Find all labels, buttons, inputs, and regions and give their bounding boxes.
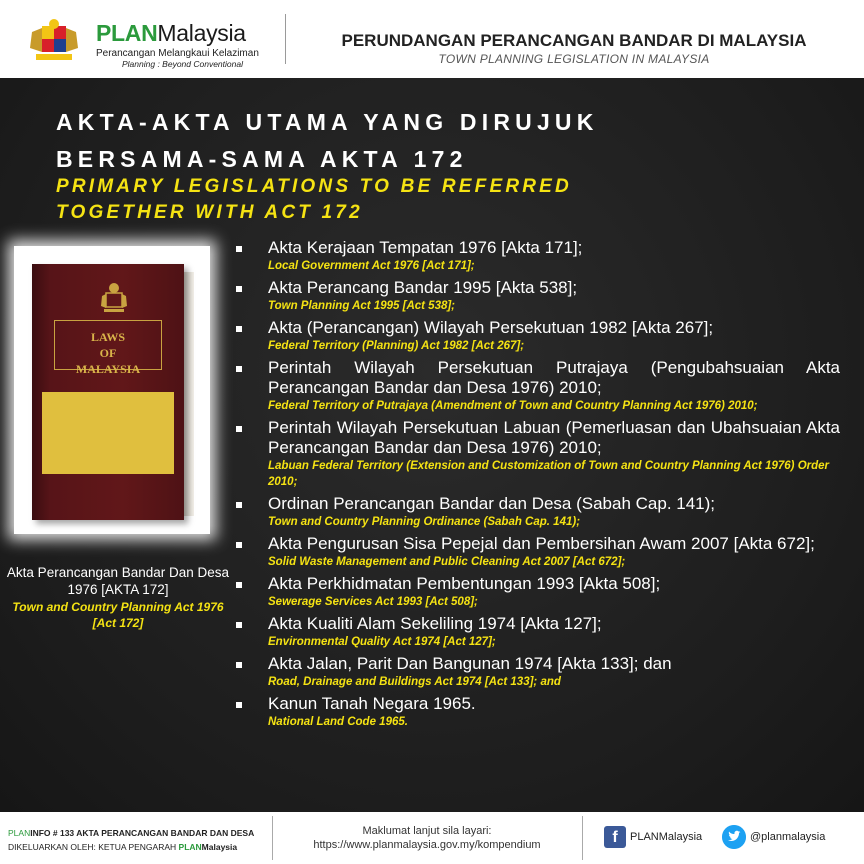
book-cover-line1: LAWS (90, 330, 125, 344)
bullet-icon (236, 622, 242, 628)
issued-brand-rest: Malaysia (201, 842, 238, 852)
book-cover-line3: MALAYSIA (75, 362, 141, 376)
bullet-icon (236, 582, 242, 588)
brand-tagline: Perancangan Melangkaui Kelaziman (96, 48, 259, 59)
act-name-malay: Akta Perancang Bandar 1995 [Akta 538]; (268, 278, 578, 297)
twitter-icon[interactable] (722, 825, 746, 849)
act-list-item (236, 574, 840, 610)
act-name-english: Sewerage Services Act 1993 [Act 508]; (268, 596, 478, 608)
act-list-item (236, 694, 840, 730)
act-list-item (236, 494, 840, 530)
act-name-english: Town and Country Planning Ordinance (Sabah Cap. 141); (268, 516, 581, 528)
main-panel (0, 78, 864, 812)
bullet-icon (236, 426, 242, 432)
act-name-english: Solid Waste Management and Public Cleaning Act 2007 [Act 672]; (268, 556, 626, 568)
header-subtitle: TOWN PLANNING LEGISLATION IN MALAYSIA (438, 52, 710, 66)
act-name-malay: Akta Perkhidmatan Pembentungan 1993 [Akta 508]; (268, 574, 661, 593)
act-name-english: Road, Drainage and Buildings Act 1974 [Act 133]; and (268, 676, 561, 688)
act-list (236, 238, 840, 734)
book-caption-malay: Akta Perancangan Bandar Dan Desa 1976 [AKTA 172] (6, 565, 230, 597)
act-name-english: Federal Territory (Planning) Act 1982 [Act 267]; (268, 340, 525, 352)
title-malay (56, 104, 599, 178)
act-list-item (236, 418, 840, 490)
title-malay-line1: AKTA-AKTA UTAMA YANG DIRUJUK (56, 109, 599, 135)
footer-planinfo (8, 826, 254, 854)
twitter-label[interactable]: @planmalaysia (750, 831, 826, 843)
act-list-item (236, 238, 840, 274)
act-name-malay: Akta (Perancangan) Wilayah Persekutuan 1982 [Akta 267]; (268, 318, 714, 337)
brand-logo: PLANMalaysia (96, 20, 246, 46)
brand-block (96, 20, 259, 69)
act-name-english: Environmental Quality Act 1974 [Act 127]; (268, 636, 496, 648)
footer-divider (582, 816, 583, 860)
footer (0, 812, 864, 864)
header-title: PERUNDANGAN PERANCANGAN BANDAR DI MALAYSIA (341, 31, 807, 50)
act-list-item (236, 318, 840, 354)
footer-info-url[interactable]: https://www.planmalaysia.gov.my/kompendium (313, 839, 541, 851)
bullet-icon (236, 502, 242, 508)
act-name-malay: Akta Kerajaan Tempatan 1976 [Akta 171]; (268, 238, 583, 257)
book-title-plate (42, 392, 174, 474)
act-name-malay: Akta Pengurusan Sisa Pepejal dan Pembersihan Awam 2007 [Akta 672]; (268, 534, 815, 553)
act-list-item (236, 278, 840, 314)
act-list-item (236, 534, 840, 570)
planinfo-prefix: PLAN (8, 828, 31, 838)
act-name-english: Town Planning Act 1995 [Act 538]; (268, 300, 456, 312)
bullet-icon (236, 286, 242, 292)
facebook-label[interactable]: PLANMalaysia (630, 831, 703, 843)
footer-info-line1: Maklumat lanjut sila layari: (362, 825, 492, 837)
footer-info (280, 824, 574, 852)
act-name-malay: Ordinan Perancangan Bandar dan Desa (Sabah Cap. 141); (268, 494, 716, 513)
act-list-item (236, 614, 840, 650)
book-caption (6, 564, 230, 631)
bullet-icon (236, 326, 242, 332)
act-list-item (236, 358, 840, 414)
title-english-line1: PRIMARY LEGISLATIONS TO BE REFERRED (56, 176, 572, 197)
planinfo-title: INFO # 133 AKTA PERANCANGAN BANDAR DAN DESA (30, 828, 255, 838)
title-malay-line2: BERSAMA-SAMA AKTA 172 (56, 146, 468, 172)
act-name-malay: Perintah Wilayah Persekutuan Labuan (Pemerluasan dan Ubahsuaian Akta Perancangan Bandar dan Desa 1976) 2010; (268, 418, 840, 457)
header (0, 0, 864, 78)
brand-tagline-en: Planning : Beyond Conventional (122, 59, 243, 69)
act-name-english: Federal Territory of Putrajaya (Amendment of Town and Country Planning Act 1976) 2010; (268, 400, 758, 412)
footer-divider (272, 816, 273, 860)
act-name-english: Local Government Act 1976 [Act 171]; (268, 260, 475, 272)
book-emblem-icon (100, 280, 128, 314)
act-name-malay: Kanun Tanah Negara 1965. (268, 694, 476, 713)
laws-of-malaysia-book-image (32, 264, 184, 520)
act-name-malay: Perintah Wilayah Persekutuan Putrajaya (Pengubahsuaian Akta Perancangan Bandar dan Desa 1976) 2010; (268, 358, 840, 397)
act-name-english: National Land Code 1965. (268, 716, 408, 728)
act-name-english: Labuan Federal Territory (Extension and Customization of Town and Country Planning Act 1976) Order 2010; (268, 460, 830, 488)
bullet-icon (236, 702, 242, 708)
issued-by: DIKELUARKAN OLEH: KETUA PENGARAH (8, 842, 179, 852)
issued-brand-bold: PLAN (178, 842, 202, 852)
book-cover-label (54, 320, 162, 376)
act-name-malay: Akta Jalan, Parit Dan Bangunan 1974 [Akta 133]; dan (268, 654, 672, 673)
title-english-line2: TOGETHER WITH ACT 172 (56, 202, 363, 223)
act-name-malay: Akta Kualiti Alam Sekeliling 1974 [Akta 127]; (268, 614, 602, 633)
bullet-icon (236, 662, 242, 668)
coat-of-arms-icon (24, 18, 84, 64)
facebook-icon[interactable]: f (604, 826, 626, 848)
header-divider (285, 14, 286, 64)
act-list-item (236, 654, 840, 690)
bullet-icon (236, 366, 242, 372)
bullet-icon (236, 542, 242, 548)
book-pages (184, 272, 194, 516)
book-caption-english: Town and Country Planning Act 1976 [Act 172] (12, 600, 224, 630)
title-english (56, 174, 572, 226)
book-cover-line2: OF (99, 346, 117, 360)
bullet-icon (236, 246, 242, 252)
